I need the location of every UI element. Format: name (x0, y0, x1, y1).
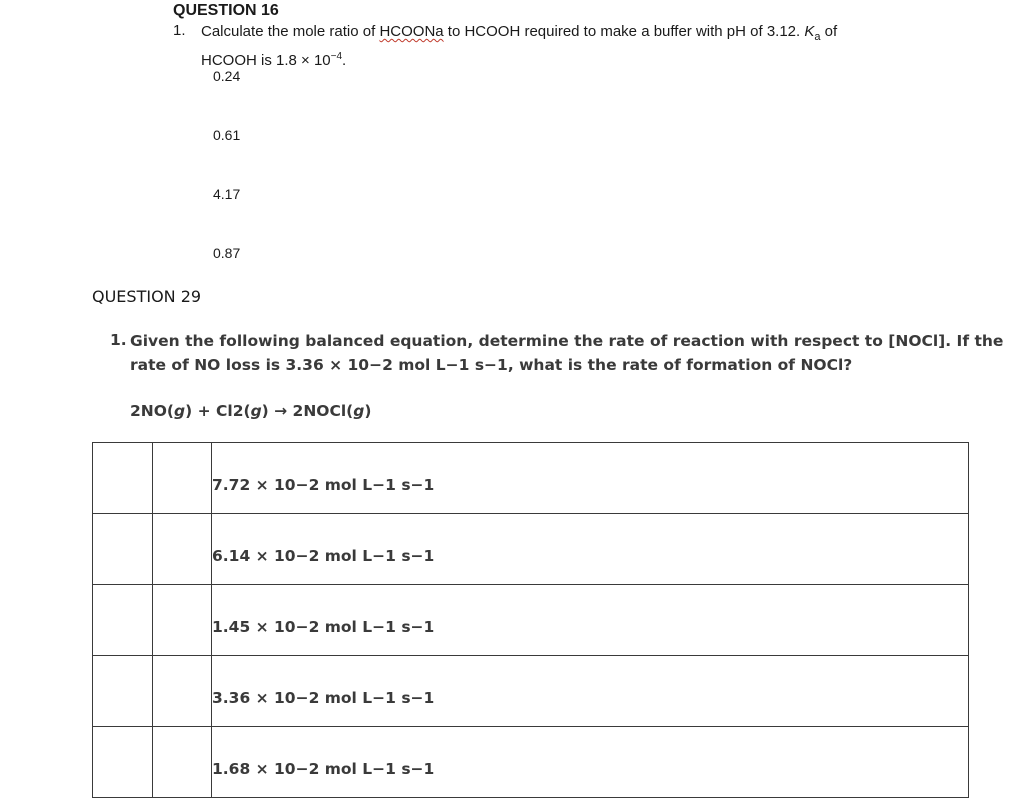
q29-radio-cell[interactable] (93, 727, 153, 798)
q29-answer-cell[interactable] (212, 727, 969, 798)
q16-option-4[interactable]: 0.87 (213, 245, 241, 261)
q29-option-3: 1.45 × 10−2 mol L−1 s−1 (212, 618, 435, 636)
eq-part1: 2NO( (130, 402, 175, 420)
q29-option-5: 1.68 × 10−2 mol L−1 s−1 (212, 760, 435, 778)
q29-answer-cell[interactable] (212, 585, 969, 656)
q29-letter-cell (153, 656, 212, 727)
q29-answer-cell[interactable] (212, 443, 969, 514)
q16-text-before: Calculate the mole ratio of (201, 23, 380, 40)
q29-option-2: 6.14 × 10−2 mol L−1 s−1 (212, 547, 435, 565)
q16-option-1[interactable]: 0.24 (213, 68, 241, 84)
q29-radio-cell[interactable] (93, 585, 153, 656)
question-16-number: 1. (173, 22, 186, 39)
q29-letter-cell (153, 514, 212, 585)
q16-exponent: −4 (330, 51, 343, 62)
q16-ka-symbol: K (804, 23, 815, 40)
q16-text-after1: of (820, 23, 838, 40)
question-29-equation (130, 402, 371, 420)
q29-answer-cell[interactable] (212, 514, 969, 585)
q16-option-2[interactable]: 0.61 (213, 127, 241, 143)
eq-part4: ) (364, 402, 372, 420)
q29-radio-cell[interactable] (93, 514, 153, 585)
q16-option-3[interactable]: 4.17 (213, 186, 241, 202)
q29-option-4: 3.36 × 10−2 mol L−1 s−1 (212, 689, 435, 707)
q29-letter-cell (153, 443, 212, 514)
q29-answer-row[interactable] (93, 443, 969, 514)
question-16-block (0, 0, 1024, 290)
eq-g3: g (353, 402, 365, 420)
q29-answer-row[interactable] (93, 656, 969, 727)
q29-answer-cell[interactable] (212, 656, 969, 727)
q29-letter-cell (153, 727, 212, 798)
q29-option-1: 7.72 × 10−2 mol L−1 s−1 (212, 476, 435, 494)
q16-period: . (342, 52, 347, 69)
eq-g2: g (250, 402, 262, 420)
eq-part2: ) + Cl2( (185, 402, 251, 420)
question-29-title: QUESTION 29 (92, 287, 202, 306)
q16-text-mid: to HCOOH required to make a buffer with pH of 3.12. (443, 23, 805, 40)
q29-letter-cell (153, 585, 212, 656)
q29-answer-row[interactable] (93, 585, 969, 656)
q16-ka-sub: a (814, 31, 821, 43)
eq-part3: ) → 2NOCl( (261, 402, 354, 420)
q29-answer-row[interactable] (93, 514, 969, 585)
q16-text-line2: HCOOH is 1.8 × 10 (201, 52, 331, 69)
q29-radio-cell[interactable] (93, 443, 153, 514)
question-16-text (201, 22, 921, 70)
question-29-number: 1. (110, 331, 127, 349)
q29-answer-table (92, 442, 969, 798)
q29-radio-cell[interactable] (93, 656, 153, 727)
q29-answer-row[interactable] (93, 727, 969, 798)
question-29-text: Given the following balanced equation, determine the rate of reaction with respect to [NOCl]. If the rate of NO loss is 3.36 × 10−2 mol L−1 s−1, what is the rate of formation of NOCl? (130, 332, 1004, 374)
question-16-title: QUESTION 16 (173, 2, 279, 19)
eq-g1: g (174, 402, 186, 420)
q16-spellcheck-word: HCOONa (379, 23, 444, 40)
